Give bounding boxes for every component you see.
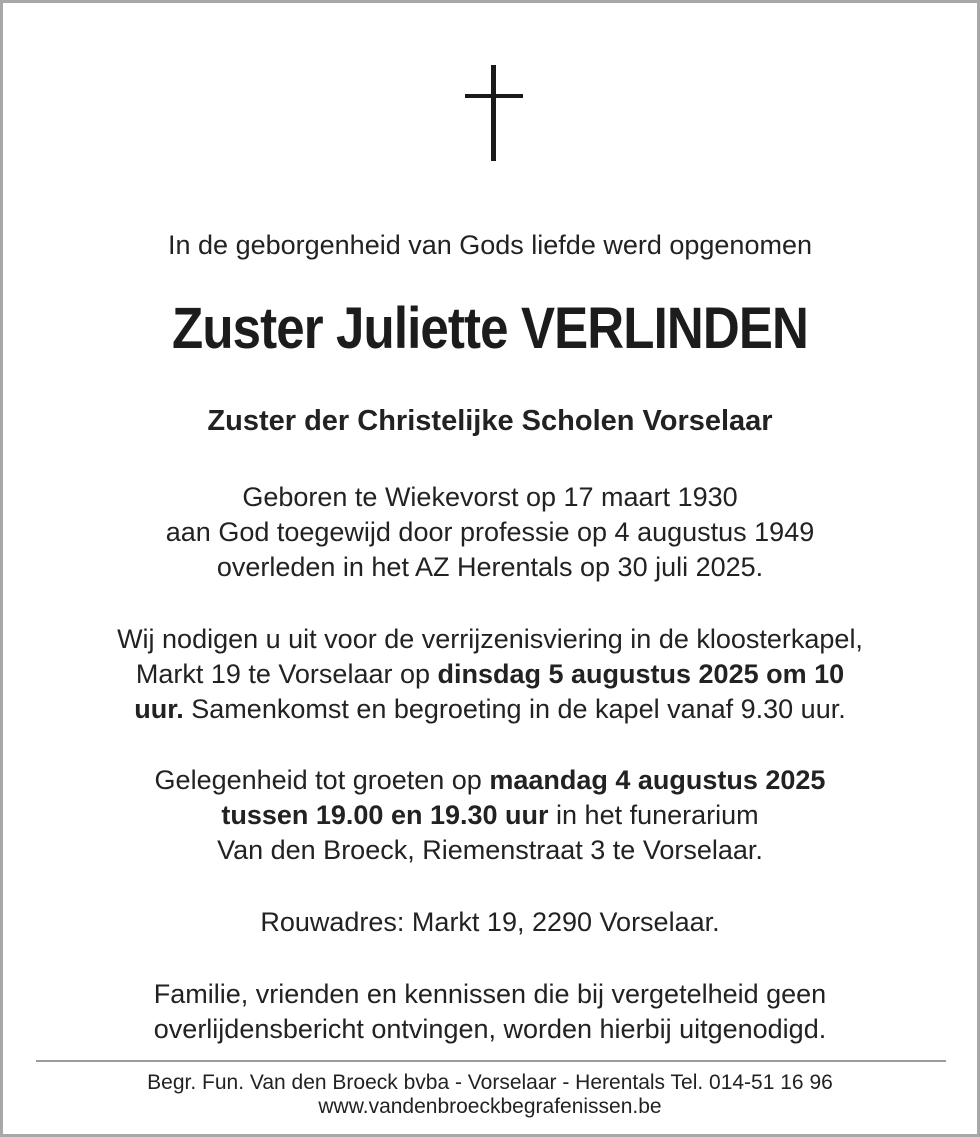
cross-horizontal-bar xyxy=(465,94,523,98)
congregation-title: Zuster der Christelijke Scholen Vorselaar xyxy=(207,405,773,437)
funeral-home-website: www.vandenbroeckbegrafenissen.be xyxy=(318,1095,662,1118)
funeral-home-info: Begr. Fun. Van den Broeck bvba - Vorselaar - Herentals Tel. 014-51 16 96 xyxy=(147,1071,833,1094)
life-dates-paragraph xyxy=(3,480,977,585)
mass-line-3 xyxy=(3,692,977,727)
mourning-address-text: Rouwadres: Markt 19, 2290 Vorselaar. xyxy=(260,907,720,937)
visitation-venue: Van den Broeck, Riemenstraat 3 te Vorselaar. xyxy=(217,835,763,865)
cross-icon xyxy=(465,65,523,161)
mass-date-time: dinsdag 5 augustus 2025 om 10 xyxy=(437,659,845,689)
birth-line: Geboren te Wiekevorst op 17 maart 1930 xyxy=(242,482,738,512)
mass-line-1: Wij nodigen u uit voor de verrijzenisviering in de kloosterkapel, xyxy=(117,624,863,654)
visitation-intro: Gelegenheid tot groeten op xyxy=(154,765,490,795)
visitation-line-2 xyxy=(3,798,977,833)
profession-line: aan God toegewijd door professie op 4 augustus 1949 xyxy=(165,517,815,547)
visitation-line-1 xyxy=(3,763,977,798)
visitation-date: maandag 4 augustus 2025 xyxy=(489,765,826,795)
mass-location: Markt 19 te Vorselaar op xyxy=(135,659,438,689)
mass-time-suffix: uur. xyxy=(134,694,184,724)
mass-gathering-info: Samenkomst en begroeting in de kapel vanaf 9.30 uur. xyxy=(183,694,846,724)
cross-vertical-bar xyxy=(491,65,496,161)
family-notice-line-1: Familie, vrienden en kennissen die bij vergetelheid geen xyxy=(153,979,827,1009)
visitation-venue-intro: in het funerarium xyxy=(548,800,759,830)
footer-divider xyxy=(36,1060,946,1062)
mourning-address xyxy=(3,905,977,940)
deceased-name: Zuster Juliette VERLINDEN xyxy=(172,296,808,361)
death-line: overleden in het AZ Herentals op 30 juli 2025. xyxy=(216,552,764,582)
family-notice-line-2: overlijdensbericht ontvingen, worden hierbij uitgenodigd. xyxy=(153,1014,827,1044)
mass-line-2 xyxy=(3,657,977,692)
visitation-paragraph xyxy=(3,763,977,868)
funeral-mass-paragraph xyxy=(3,622,977,727)
family-notice-paragraph xyxy=(3,977,977,1047)
visitation-time: tussen 19.00 en 19.30 uur xyxy=(221,800,549,830)
intro-text: In de geborgenheid van Gods liefde werd opgenomen xyxy=(168,230,812,260)
